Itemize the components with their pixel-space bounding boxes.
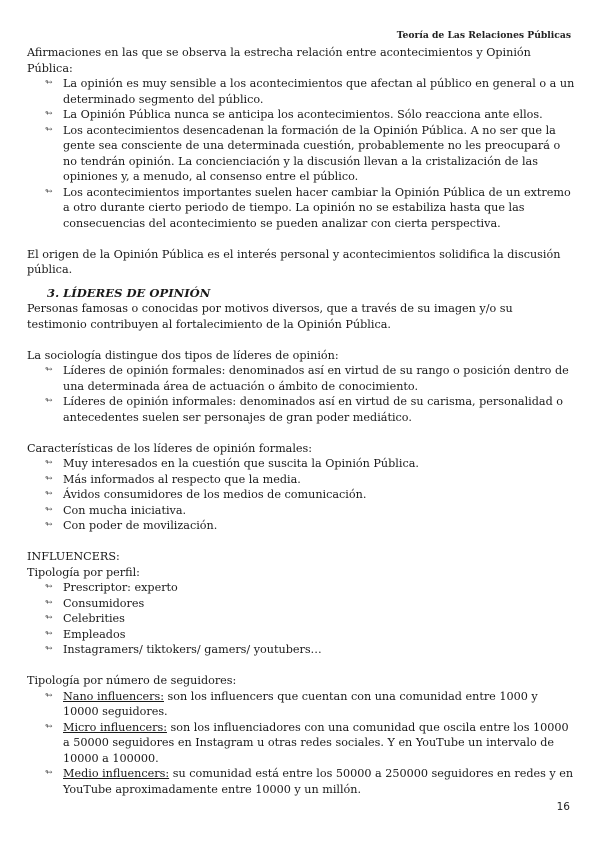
followers-type-item (63, 689, 575, 720)
feature-item: ↬ Ávidos consumidores de los medios de comunicación. (63, 487, 575, 503)
profile-type-item: ↬ Prescriptor: experto (63, 580, 575, 596)
features-list (27, 456, 575, 534)
profile-type-item: ↬ Consumidores (63, 596, 575, 612)
events-list-item: ↬ La opinión es muy sensible a los acontecimientos que afectan al público en general o a un determinado segmento del público. (63, 76, 575, 107)
events-list-item: ↬ Los acontecimientos desencadenan la formación de la Opinión Pública. A no ser que la gente sea consciente de una determinada cuestión, probablemente no les preocupará o no tendrán opinión. La concienciación y la discusión llevan a la cristalización de las opiniones y, a menudo, al consenso entre el público. (63, 123, 575, 185)
section-heading-opinion-leaders: 3. LÍDERES DE OPINIÓN (47, 285, 211, 300)
feature-item: ↬ Con mucha iniciativa. (63, 503, 575, 519)
profile-type-item: ↬ Celebrities (63, 611, 575, 627)
running-header: Teoría de Las Relaciones Públicas (396, 30, 571, 41)
profile-typology-intro: Tipología por perfil: (27, 565, 140, 579)
leaders-definition: Personas famosas o conocidas por motivos diversos, que a través de su imagen y/o su testimonio contribuyen al fortalecimiento de la Opinión Pública. (27, 302, 513, 331)
events-list (27, 76, 575, 231)
events-list-item: ↬ La Opinión Pública nunca se anticipa los acontecimientos. Sólo reacciona ante ellos. (63, 107, 575, 123)
feature-item: ↬ Muy interesados en la cuestión que suscita la Opinión Pública. (63, 456, 575, 472)
influencers-title: INFLUENCERS: (27, 550, 120, 563)
profile-type-item: ↬ Instagramers/ tiktokers/ gamers/ youtubers… (63, 642, 575, 658)
events-intro: Afirmaciones en las que se observa la estrecha relación entre acontecimientos y Opinión Pública: (27, 46, 531, 75)
leader-type-item: ↬ Líderes de opinión formales: denominados así en virtud de su rango o posición dentro de una determinada área de actuación o ámbito de conocimiento. (63, 363, 575, 394)
leader-type-item: ↬ Líderes de opinión informales: denominados así en virtud de su carisma, personalidad o antecedentes suelen ser personajes de gran poder mediático. (63, 394, 575, 425)
followers-type-item (63, 766, 575, 797)
followers-type-term: Medio influencers: (63, 767, 170, 780)
feature-item: ↬ Más informados al respecto que la media. (63, 472, 575, 488)
page-number: 16 (556, 801, 570, 813)
followers-type-term: Nano influencers: (63, 689, 164, 703)
profile-typology-list (27, 580, 575, 658)
followers-type-item (63, 720, 575, 767)
followers-typology-intro: Tipología por número de seguidores: (27, 674, 237, 687)
events-list-item: ↬ Los acontecimientos importantes suelen hacer cambiar la Opinión Pública de un extremo a otro durante cierto periodo de tiempo. La opinión no se estabiliza hasta que las consecuencias del acontecimiento se pueden analizar con cierta perspectiva. (63, 185, 575, 232)
followers-typology-list (27, 689, 575, 798)
page-content (27, 45, 575, 797)
leader-types-intro: La sociología distingue dos tipos de líderes de opinión: (27, 348, 339, 362)
followers-type-desc: son los influenciadores con una comunidad que oscila entre los 10000 a 50000 seguidores en Instagram u otras redes sociales. Y en YouTube un intervalo de 10000 a 100000. (63, 720, 569, 765)
profile-type-item: ↬ Empleados (63, 627, 575, 643)
features-intro: Características de los líderes de opinión formales: (27, 441, 313, 455)
feature-item: ↬ Con poder de movilización. (63, 518, 575, 534)
origin-statement: El origen de la Opinión Pública es el interés personal y acontecimientos solidifica la discusión pública. (27, 247, 561, 276)
followers-type-term: Micro influencers: (63, 720, 167, 734)
leader-types-list (27, 363, 575, 425)
followers-type-desc: son los influencers que cuentan con una comunidad entre 1000 y 10000 seguidores. (63, 689, 538, 718)
followers-type-desc: su comunidad está entre los 50000 a 250000 seguidores en redes y en YouTube aproximadamente entre 10000 y un millón. (63, 767, 574, 796)
